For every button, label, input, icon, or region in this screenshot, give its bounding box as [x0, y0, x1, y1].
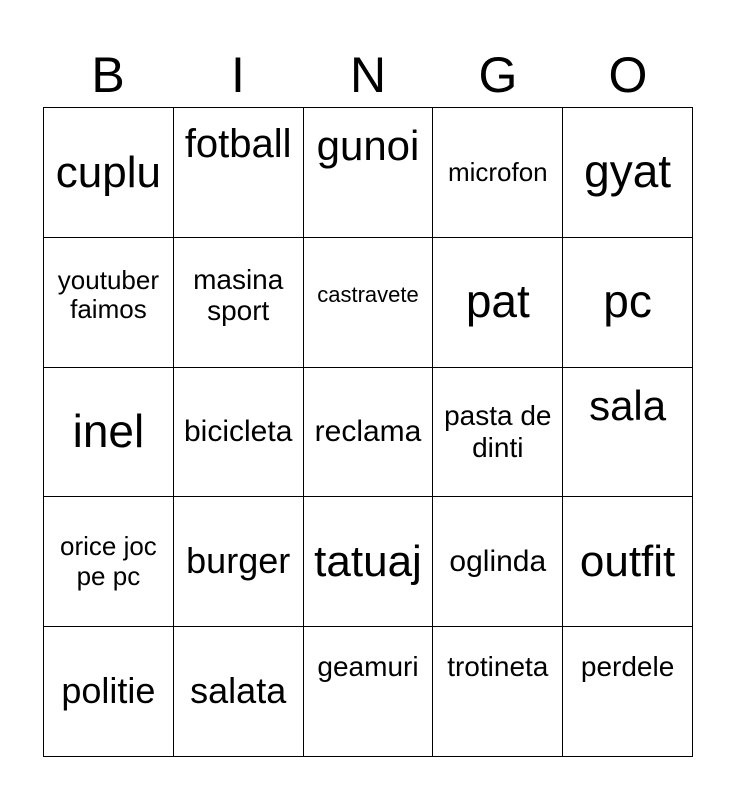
bingo-cell[interactable]	[174, 368, 304, 498]
cell-text: castravete	[317, 281, 419, 307]
cell-text: pasta de dinti	[444, 400, 552, 463]
cell-text: outfit	[579, 536, 676, 586]
cell-text: geamuri	[317, 651, 419, 683]
bingo-cell[interactable]	[44, 108, 174, 238]
bingo-cell[interactable]	[174, 627, 304, 757]
header-letter-g: G	[478, 47, 518, 103]
bingo-board	[43, 107, 693, 757]
cell-text: masina sport	[193, 263, 284, 327]
cell-text: inel	[72, 405, 145, 457]
header-letter-n: N	[349, 47, 387, 103]
bingo-cell[interactable]	[44, 368, 174, 498]
cell-text: fotball	[184, 122, 292, 166]
cell-text: youtuber faimos	[57, 264, 159, 325]
bingo-cell[interactable]	[44, 627, 174, 757]
cell-text: gyat	[584, 145, 672, 198]
bingo-cell[interactable]	[433, 368, 563, 498]
cell-text: burger	[186, 540, 291, 582]
bingo-cell[interactable]	[304, 238, 434, 368]
cell-text: microfon	[447, 156, 548, 187]
bingo-cell[interactable]	[44, 497, 174, 627]
header-letter-i: I	[231, 47, 245, 103]
cell-text: trotineta	[447, 651, 549, 683]
cell-text: perdele	[580, 651, 675, 683]
bingo-header	[43, 45, 693, 105]
cell-text: tatuaj	[314, 536, 422, 586]
bingo-cell[interactable]	[563, 238, 693, 368]
bingo-cell[interactable]	[563, 368, 693, 498]
bingo-cell[interactable]	[433, 108, 563, 238]
cell-text: cuplu	[55, 147, 161, 197]
bingo-cell[interactable]	[563, 497, 693, 627]
bingo-cell[interactable]	[304, 108, 434, 238]
cell-text: gunoi	[316, 122, 420, 169]
cell-text: orice joc pe pc	[59, 531, 157, 591]
bingo-cell[interactable]	[44, 238, 174, 368]
bingo-cell[interactable]	[304, 368, 434, 498]
bingo-cell[interactable]	[563, 627, 693, 757]
header-letter-o: O	[608, 47, 648, 103]
cell-text: oglinda	[449, 544, 547, 578]
bingo-cell[interactable]	[174, 108, 304, 238]
bingo-cell[interactable]	[563, 108, 693, 238]
cell-text: salata	[190, 670, 287, 712]
bingo-cell[interactable]	[433, 497, 563, 627]
cell-text: reclama	[314, 415, 422, 449]
bingo-cell[interactable]	[304, 627, 434, 757]
cell-text: politie	[61, 670, 156, 712]
bingo-cell[interactable]	[433, 627, 563, 757]
bingo-cell[interactable]	[174, 238, 304, 368]
cell-text: pat	[465, 275, 530, 328]
header-letter-b: B	[91, 47, 125, 103]
cell-text: sala	[589, 381, 667, 429]
cell-text: pc	[603, 275, 652, 328]
bingo-cell[interactable]	[304, 497, 434, 627]
bingo-cell[interactable]	[174, 497, 304, 627]
bingo-cell[interactable]	[433, 238, 563, 368]
cell-text: bicicleta	[184, 415, 293, 449]
